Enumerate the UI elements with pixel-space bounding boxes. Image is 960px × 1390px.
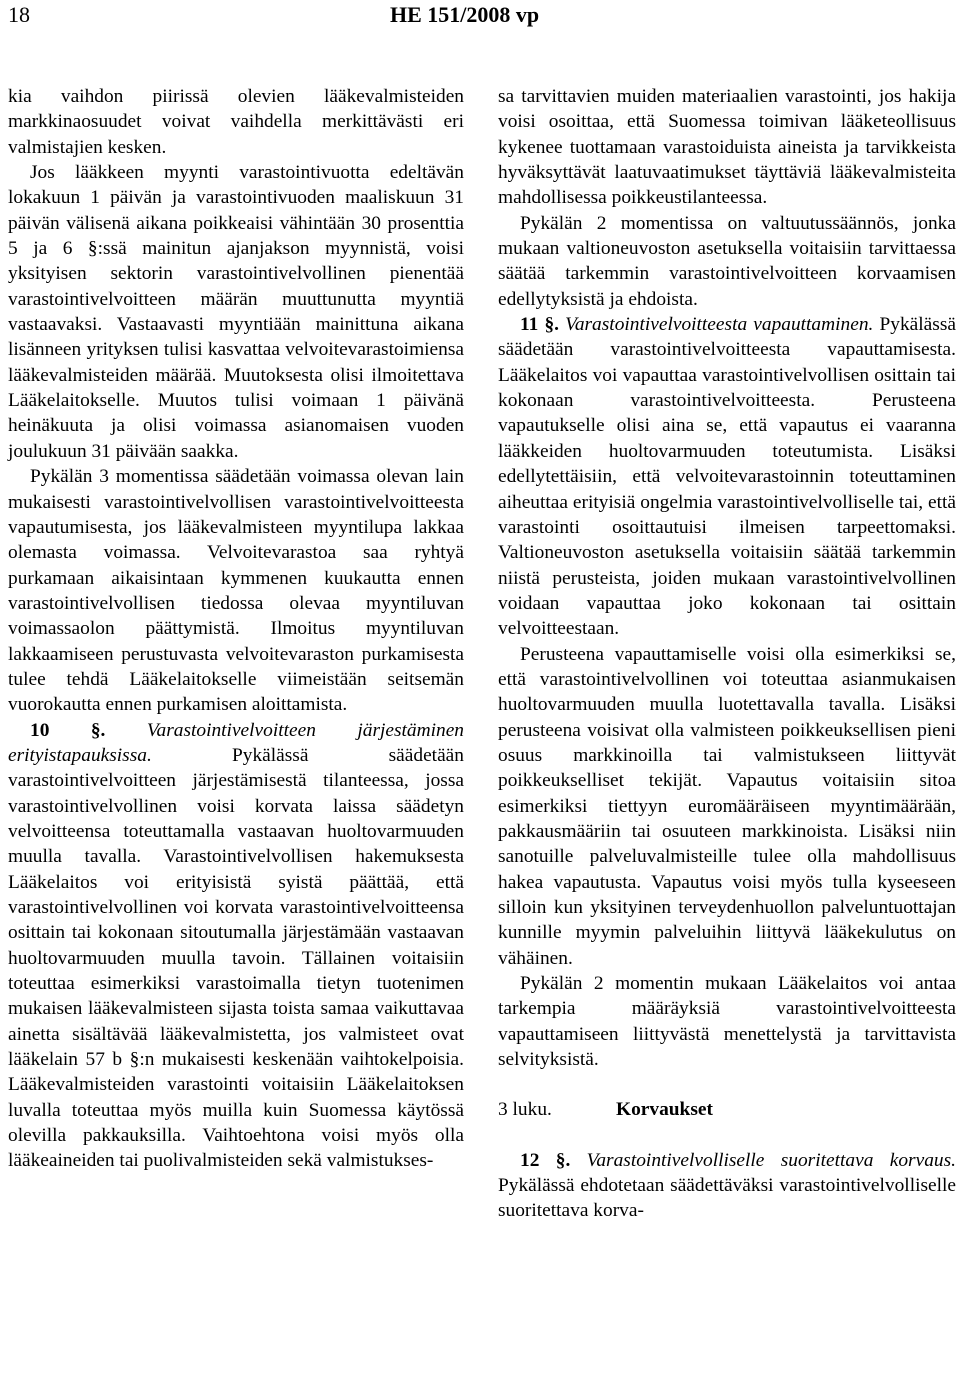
paragraph: Pykälän 3 momentissa säädetään voimassa olevan lain mukaisesti varastointivelvollisen varastointivelvoitteesta vapautumisesta, jos lääkevalmisteen myyntilupa lakkaa olemasta voimassa. Velvoitevarastoa saa ryhtyä purkamaan aikaisintaan kymmenen kuukautta ennen varastointivelvollisen tiedossa olevaa myyntiluvan voimassaolon päättymistä. Ilmoitus myyntiluvan lakkaamiseen perustuvasta velvoitevaraston purkamisesta tulee tehdä Lääkelaitokselle viimeistään seitsemän vuorokautta ennen purkamisen aloittamista. <box>8 466 464 716</box>
section-text: Pykälässä säädetään varastointivelvoitteen järjestämisestä tilanteessa, jossa varastointivelvollinen voisi korvata laissa säädetyn velvoitteensa toteuttamalla vastaavan huoltovarmuuden muulla tavalla. Varastointivelvollisen hakemuksesta Lääkelaitos voi erityisistä syistä päättää, että varastointivelvollinen voi korvata varastointivelvoitteensa osittain tai kokonaan sitoutumalla järjestämään vastaavan huoltovarmuuden muulla tavoin. Tällainen voitaisiin toteuttaa esimerkiksi varastoimalla tietyn tuotenimen mukaisen lääkevalmisteen sijasta toista samaa vaikuttavaa ainetta sisältävää lääkevalmistetta, jos valmisteet ovat lääkelain 57 b §:n mukaisesti keskenään vaihtokelpoisia. Lääkevalmisteiden varastointi voitaisiin Lääkelaitoksen luvalla toteuttaa myös muilla kuin Suomessa käytössä olevilla pakkauksilla. Vaihtoehtona voisi myös olla lääkeaineiden tai puolivalmisteiden sekä valmistukses- <box>8 744 464 1172</box>
chapter-number: 3 luku. <box>498 1099 552 1121</box>
chapter-heading <box>498 1097 956 1122</box>
chapter-title: Korvaukset <box>616 1099 713 1121</box>
paragraph: Pykälän 2 momentin mukaan Lääkelaitos voi antaa tarkempia määräyksiä varastointivelvoitteesta vapauttamiseen liittyvästä menettelystä ja tarvittavista selvityksistä. <box>498 973 956 1071</box>
section-11 <box>498 312 956 641</box>
paragraph: Jos lääkkeen myynti varastointivuotta edeltävän lokakuun 1 päivän ja varastointivuoden maaliskuun 31 päivän välisenä aikana poikkeaisi vähintään 30 prosenttia 5 ja 6 §:ssä mainitun ajanjakson myynnistä, voisi yksityisen sektorin varastointivelvollinen pienentää varastointivelvoitteen määrän muuttunutta myyntiä vastaavaksi. Vastaavasti myyntiään mainittuna aikana lisänneen yrityksen tulisi kasvattaa velvoitevarastoimiensa lääkevalmisteiden määrää. Muutoksesta olisi ilmoitettava Lääkelaitokselle. Muutos tulisi voimaan 1 päivänä heinäkuuta ja olisi voimassa asianomaisen vuoden joulukuun 31 päivään saakka. <box>8 162 464 462</box>
section-text: Pykälässä säädetään varastointivelvoitteesta vapauttamisesta. Lääkelaitos voi vapauttaa varastointivelvollisen osittain tai kokonaan varastointivelvoitteesta. Perusteena vapautukselle olisi aina se, että vapautus ei vaaranna lääkkeiden huoltovarmuuden toteutumista. Lisäksi edellytettäisiin, että velvoitevarastoinnin toteuttaminen aiheuttaa erityisiä ongelmia varastointivelvolliselle tai, että varastointi osoittautuisi ilmeisen tarpeettomaksi. Valtioneuvoston asetuksella voitaisiin säätää tarkemmin niistä perusteista, joiden mukaan varastointivelvollinen voidaan vapauttaa joko kokonaan tai osittain velvoitteestaan. <box>498 314 956 640</box>
section-title: Varastointivelvoitteesta vapauttaminen. <box>565 314 874 336</box>
paragraph: kia vaihdon piirissä olevien lääkevalmisteiden markkinaosuudet voivat vaihdella merkittävästi eri valmistajien kesken. <box>8 86 464 158</box>
right-column <box>498 84 956 1224</box>
document-id: HE 151/2008 vp <box>390 2 540 27</box>
paragraph: Pykälän 2 momentissa on valtuutussäännös, jonka mukaan valtioneuvoston asetuksella voitaisiin tarvittaessa säätää tarkemmin varastointivelvoitteen korvaamisen edellytyksistä ja ehdoista. <box>498 212 956 310</box>
left-column <box>8 84 464 1174</box>
section-title: Varastointivelvoitteen järjestäminen erityistapauksissa. <box>8 719 464 766</box>
section-title: Varastointivelvolliselle suoritettava korvaus. <box>586 1149 956 1171</box>
paragraph: sa tarvittavien muiden materiaalien varastointi, jos hakija voisi osoittaa, että Suomessa toimivan lääketeollisuus kykenee tuottamaan varastoiduista aineista ja tarvikkeista hyväksyttävät laatuvaatimukset täyttäviä lääkevalmisteita mahdollisessa poikkeustilanteessa. <box>498 86 956 209</box>
section-12 <box>498 1148 956 1224</box>
section-number: 10 §. <box>30 719 106 741</box>
page-number: 18 <box>8 2 30 27</box>
paragraph: Perusteena vapauttamiselle voisi olla esimerkiksi se, että varastointivelvollinen voi toteuttaa asianmukaisen huoltovarmuuden muulla luotettavalla tavalla. Lisäksi perusteena voisivat olla valmisteen poikkeuksellisen pieni osuus markkinoilla tai valmistukseen liittyvät poikkeukselliset tekijät. Vapautus voitaisiin sitoa esimerkiksi tiettyyn euromääräiseen myyntimäärään, pakkausmääriin tai osuuteen markkinoista. Lisäksi niin sanotuille palveluvalmisteille tulee olla mahdollisuus hakea vapautusta. Vapautus voisi myös tulla kyseeseen silloin kun yksityinen terveydenhuollon palveluntuottajan kunnille myymin palveluihin liittyvä lääkekulutus on vähäinen. <box>498 643 956 969</box>
section-number: 11 §. <box>520 314 559 336</box>
section-number: 12 §. <box>520 1149 571 1171</box>
section-text: Pykälässä ehdotetaan säädettäväksi varastointivelvolliselle suoritettava korva- <box>498 1175 956 1222</box>
section-10 <box>8 718 464 1174</box>
page-header <box>0 0 960 30</box>
